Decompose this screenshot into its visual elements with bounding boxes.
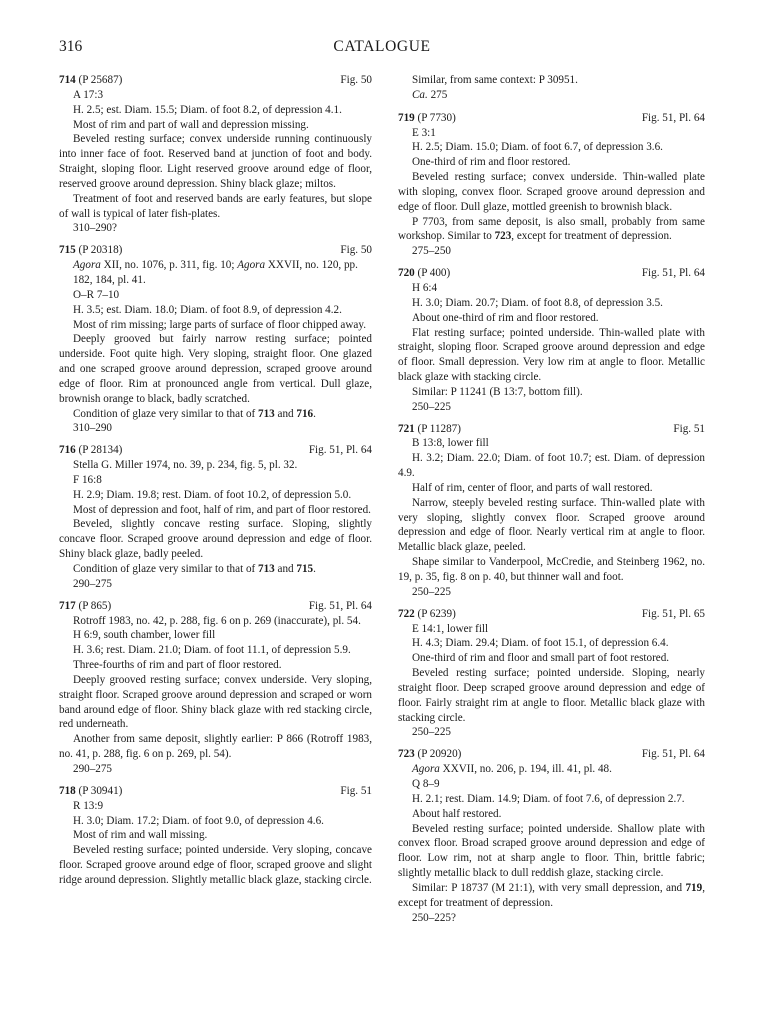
entry-line: Flat resting surface; pointed underside. Thin-walled plate with straight, sloping floor. Scraped groove around depression and edge of floor. Small depression. Very low rim at angle to floor. Metallic black glaze with stacking circle. bbox=[398, 326, 705, 384]
entry-line: Rotroff 1983, no. 42, p. 288, fig. 6 on p. 269 (inaccurate), pl. 54. bbox=[73, 614, 361, 627]
entry-number: 717 bbox=[59, 599, 76, 612]
entry-line: Most of rim and part of wall and depression missing. bbox=[73, 118, 309, 131]
entry-heading bbox=[59, 599, 372, 614]
inventory-number: (P 865) bbox=[78, 599, 112, 612]
catalogue-entry-722 bbox=[398, 607, 705, 741]
entry-line: E 14:1, lower fill bbox=[412, 622, 489, 635]
entry-line: H. 2.9; Diam. 19.8; rest. Diam. of foot 10.2, of depression 5.0. bbox=[73, 488, 352, 501]
left-column bbox=[59, 73, 372, 895]
inventory-number: (P 400) bbox=[417, 267, 451, 280]
entry-line: 290–275 bbox=[73, 577, 112, 590]
entry-number: 720 bbox=[398, 267, 415, 280]
entry-line: H. 3.6; rest. Diam. 21.0; Diam. of foot 11.1, of depression 5.9. bbox=[73, 644, 351, 657]
entry-line: 250–225 bbox=[412, 400, 451, 413]
entry-heading bbox=[59, 73, 372, 88]
entry-id bbox=[59, 243, 122, 258]
running-header-title: CATALOGUE bbox=[333, 38, 431, 55]
catalogue-entry-718 bbox=[59, 784, 372, 888]
entry-line: Similar, from same context: P 30951. bbox=[412, 74, 578, 86]
inventory-number: (P 20318) bbox=[78, 244, 123, 257]
entry-line: 275–250 bbox=[412, 245, 451, 258]
entry-line: 290–275 bbox=[73, 762, 112, 775]
entry-id bbox=[59, 73, 122, 88]
entry-line: Three-fourths of rim and part of floor restored. bbox=[73, 659, 282, 672]
entry-line: Most of rim missing; large parts of surface of floor chipped away. bbox=[73, 318, 366, 331]
entry-line: E 3:1 bbox=[412, 126, 436, 139]
entry-line: 310–290? bbox=[73, 222, 117, 235]
entry-line: Deeply grooved resting surface; convex underside. Very sloping, straight floor. Scraped groove around depression and scraped or worn band around edge of floor. Shiny black glaze with red stacking circle, red underneath. bbox=[59, 673, 372, 731]
entry-line: Most of rim and wall missing. bbox=[73, 829, 208, 842]
inventory-number: (P 20920) bbox=[417, 748, 462, 761]
figure-reference: Fig. 51, Pl. 64 bbox=[641, 267, 705, 280]
entry-line: 250–225? bbox=[412, 911, 456, 924]
entry-line: Ca. 275 bbox=[412, 88, 448, 101]
entry-line: Similar: P 11241 (B 13:7, bottom fill). bbox=[412, 385, 583, 398]
entry-line: R 13:9 bbox=[73, 799, 104, 812]
entry-line: Q 8–9 bbox=[412, 777, 440, 790]
figure-reference: Fig. 51, Pl. 65 bbox=[641, 607, 705, 620]
catalogue-entry-720 bbox=[398, 266, 705, 414]
entry-line: P 7703, from same deposit, is also small, probably from same workshop. Similar to 723, except for treatment of depression. bbox=[398, 215, 705, 243]
entry-line: H. 3.0; Diam. 20.7; Diam. of foot 8.8, of depression 3.5. bbox=[412, 296, 663, 309]
entry-line: Beveled resting surface; pointed underside. Very sloping, concave floor. Scraped groove around edge of floor, scraped groove and slight ridge around depression. Slightly metallic black glaze, stacking circle. bbox=[59, 844, 372, 886]
inventory-number: (P 30941) bbox=[78, 784, 123, 797]
entry-heading bbox=[398, 266, 705, 281]
entry-heading bbox=[398, 607, 705, 622]
entry-heading bbox=[398, 747, 705, 762]
figure-reference: Fig. 51, Pl. 64 bbox=[641, 111, 705, 124]
entry-id bbox=[398, 747, 461, 762]
catalogue-entry-716 bbox=[59, 443, 372, 591]
figure-reference: Fig. 51, Pl. 64 bbox=[308, 599, 372, 612]
entry-line: Deeply grooved but fairly narrow resting surface; pointed underside. Foot quite high. Very sloping, straight floor. One glazed and one scraped groove around depression, scraped groove around edge of floor. Rim at pronounced angle from vertical. Dull glaze, brownish orange to black, badly scratched. bbox=[59, 333, 372, 405]
inventory-number: (P 11287) bbox=[417, 422, 461, 435]
figure-reference: Fig. 51 bbox=[673, 422, 705, 435]
entry-line: A 17:3 bbox=[73, 88, 104, 101]
catalogue-entry-714 bbox=[59, 73, 372, 236]
entry-line: H. 4.3; Diam. 29.4; Diam. of foot 15.1, of depression 6.4. bbox=[412, 637, 669, 650]
inventory-number: (P 7730) bbox=[417, 111, 456, 124]
entry-number: 722 bbox=[398, 607, 415, 620]
entry-line: Narrow, steeply beveled resting surface. Thin-walled plate with very sloping, slightly convex floor. Scraped groove around depression and edge of floor. Nearly vertical rim at angle to floor. Metallic black glaze, peeled. bbox=[398, 496, 705, 554]
figure-reference: Fig. 50 bbox=[340, 244, 372, 257]
entry-line: H 6:9, south chamber, lower fill bbox=[73, 629, 216, 642]
entry-line: Stella G. Miller 1974, no. 39, p. 234, fig. 5, pl. 32. bbox=[73, 459, 298, 472]
entry-number: 718 bbox=[59, 784, 76, 797]
entry-number: 715 bbox=[59, 244, 76, 257]
entry-id bbox=[398, 422, 461, 437]
entry-line: Half of rim, center of floor, and parts of wall restored. bbox=[412, 481, 653, 494]
entry-line: Agora XII, no. 1076, p. 311, fig. 10; Agora XXVII, no. 120, pp. 182, 184, pl. 41. bbox=[73, 259, 358, 286]
catalogue-entry-715 bbox=[59, 243, 372, 436]
entry-line: 250–225 bbox=[412, 726, 451, 739]
entry-line: Beveled, slightly concave resting surface. Sloping, slightly concave floor. Scraped groove around depression and edge of floor. Shiny black glaze, badly peeled. bbox=[59, 518, 372, 561]
entry-line: Shape similar to Vanderpool, McCredie, and Steinberg 1962, no. 19, p. 35, fig. 8 on p. 40, but thinner wall and foot. bbox=[398, 556, 705, 583]
entry-heading bbox=[398, 111, 705, 126]
entry-id bbox=[398, 607, 456, 622]
entry-id bbox=[59, 443, 122, 458]
continued-entry-718 bbox=[398, 73, 705, 103]
entry-line: Treatment of foot and reserved bands are early features, but slope of wall is typical of later fish-plates. bbox=[59, 192, 372, 220]
figure-reference: Fig. 51, Pl. 64 bbox=[308, 444, 372, 457]
entry-line: H. 3.0; Diam. 17.2; Diam. of foot 9.0, of depression 4.6. bbox=[73, 814, 324, 827]
figure-reference: Fig. 51, Pl. 64 bbox=[641, 748, 705, 761]
entry-line: Another from same deposit, slightly earlier: P 866 (Rotroff 1983, no. 41, p. 288, fig. 6 on p. 269, pl. 54). bbox=[59, 733, 372, 761]
inventory-number: (P 6239) bbox=[417, 607, 456, 620]
entry-line: H. 2.5; Diam. 15.0; Diam. of foot 6.7, of depression 3.6. bbox=[412, 141, 663, 154]
entry-line: O–R 7–10 bbox=[73, 288, 120, 301]
entry-line: Most of depression and foot, half of rim, and part of floor restored. bbox=[73, 503, 371, 516]
entry-line: H. 3.2; Diam. 22.0; Diam. of foot 10.7; est. Diam. of depression 4.9. bbox=[398, 452, 705, 480]
entry-line: One-third of rim and floor restored. bbox=[412, 156, 571, 169]
catalogue-entry-723 bbox=[398, 747, 705, 925]
entry-line: One-third of rim and floor and small part of foot restored. bbox=[412, 652, 670, 665]
entry-line: About half restored. bbox=[412, 807, 502, 820]
entry-line: About one-third of rim and floor restored. bbox=[412, 311, 599, 324]
entry-line: H. 2.1; rest. Diam. 14.9; Diam. of foot 7.6, of depression 2.7. bbox=[412, 792, 685, 805]
entry-line: Condition of glaze very similar to that of 713 and 716. bbox=[73, 407, 316, 420]
entry-line: 310–290 bbox=[73, 422, 112, 435]
entry-number: 716 bbox=[59, 444, 76, 457]
entry-number: 721 bbox=[398, 422, 415, 435]
entry-line: Beveled resting surface; pointed underside. Shallow plate with convex floor. Broad scraped groove around depression and edge of floor. Low rim, not at sharp angle to floor. Thin, brittle fabric; slightly metallic black to dull reddish glaze, stacking circle. bbox=[398, 822, 705, 880]
entry-line: B 13:8, lower fill bbox=[412, 437, 489, 450]
catalogue-entry-721 bbox=[398, 422, 705, 600]
entry-heading bbox=[398, 422, 705, 437]
entry-line: Agora XXVII, no. 206, p. 194, ill. 41, pl. 48. bbox=[412, 763, 612, 776]
inventory-number: (P 28134) bbox=[78, 444, 123, 457]
entry-id bbox=[398, 111, 456, 126]
entry-number: 723 bbox=[398, 748, 415, 761]
entry-id bbox=[398, 266, 450, 281]
entry-heading bbox=[59, 784, 372, 799]
catalogue-entry-719 bbox=[398, 111, 705, 259]
catalogue-entry-717 bbox=[59, 599, 372, 777]
page-number: 316 bbox=[59, 38, 83, 55]
entry-line: Similar: P 18737 (M 21:1), with very small depression, and 719, except for treatment of depression. bbox=[398, 881, 705, 909]
entry-id bbox=[59, 784, 122, 799]
entry-line: F 16:8 bbox=[73, 473, 102, 486]
figure-reference: Fig. 50 bbox=[340, 74, 372, 86]
entry-line: 250–225 bbox=[412, 585, 451, 598]
entry-line: Beveled resting surface; convex underside running continuously into inner face of foot. Reserved band at junction of foot and body. Straight, sloping floor. Light reserved groove around edge of floor, reserved groove around depression. Shiny black glaze; miltos. bbox=[59, 133, 372, 190]
entry-heading bbox=[59, 443, 372, 458]
entry-heading bbox=[59, 243, 372, 258]
entry-line: H 6:4 bbox=[412, 281, 438, 294]
entry-line: Beveled resting surface; pointed underside. Sloping, nearly straight floor. Deep scraped groove around depression and edge of floor. Fairly straight rim at angle to floor. Metallic black glaze with stacking circle. bbox=[398, 667, 705, 724]
right-column bbox=[398, 73, 705, 932]
entry-number: 719 bbox=[398, 111, 415, 124]
entry-line: Beveled resting surface; convex underside. Thin-walled plate with sloping, convex floor. Scraped groove around depression and edge of floor. Dull glaze, mottled greenish to brownish black. bbox=[398, 171, 705, 213]
entry-line: Condition of glaze very similar to that of 713 and 715. bbox=[73, 563, 316, 575]
entry-id bbox=[59, 599, 111, 614]
entry-line: H. 2.5; est. Diam. 15.5; Diam. of foot 8.2, of depression 4.1. bbox=[73, 103, 342, 116]
figure-reference: Fig. 51 bbox=[340, 784, 372, 797]
entry-number: 714 bbox=[59, 74, 76, 86]
inventory-number: (P 25687) bbox=[78, 74, 123, 86]
entry-line: H. 3.5; est. Diam. 18.0; Diam. of foot 8.9, of depression 4.2. bbox=[73, 303, 342, 316]
